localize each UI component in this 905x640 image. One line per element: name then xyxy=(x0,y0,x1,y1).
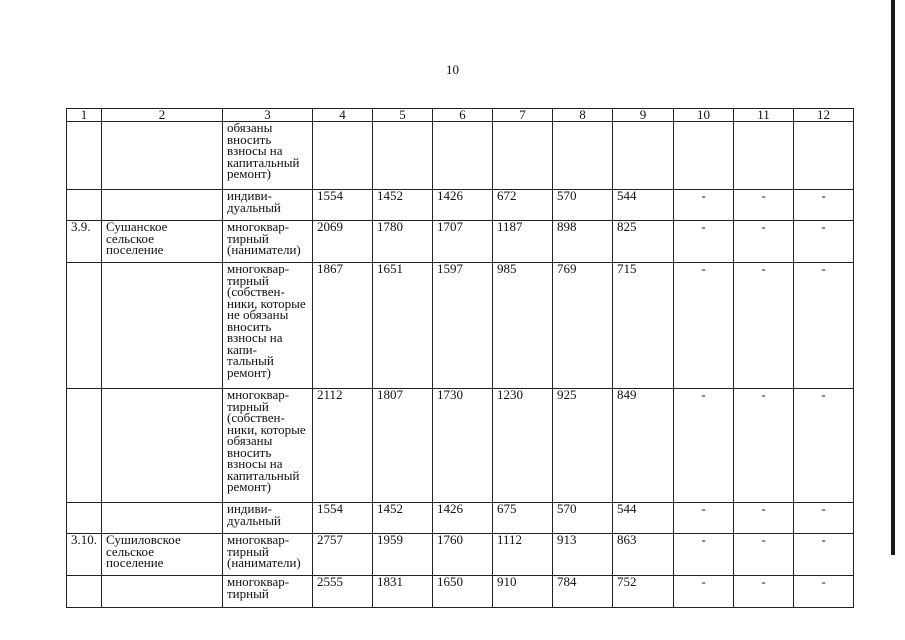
column-header-2: 2 xyxy=(102,109,223,122)
dash-cell: - xyxy=(734,263,794,389)
value-cell: 1230 xyxy=(493,389,553,503)
value-cell: 910 xyxy=(493,576,553,608)
housing-type-line: тирный xyxy=(227,230,269,246)
row-index xyxy=(67,576,102,608)
housing-type-line: ремонт) xyxy=(227,166,271,181)
housing-type-line: вносить xyxy=(227,444,272,460)
value-cell: 784 xyxy=(553,576,613,608)
dash-cell: - xyxy=(794,389,854,503)
table-row xyxy=(67,221,854,263)
value-cell: 2555 xyxy=(313,576,373,608)
value-cell: 1554 xyxy=(313,190,373,221)
value-cell: 769 xyxy=(553,263,613,389)
column-header-10: 10 xyxy=(674,109,734,122)
value-cell: 1780 xyxy=(373,221,433,263)
value-cell xyxy=(313,122,373,190)
table-row xyxy=(67,534,854,576)
row-index: 3.9. xyxy=(67,221,102,263)
housing-type-line: ремонт) xyxy=(227,479,271,494)
value-cell: 913 xyxy=(553,534,613,576)
value-cell: 1426 xyxy=(433,190,493,221)
dash-cell: - xyxy=(794,190,854,221)
row-index xyxy=(67,503,102,534)
table-row xyxy=(67,576,854,608)
housing-type-line: многоквар- xyxy=(227,388,290,402)
housing-type-line: многоквар- xyxy=(227,262,290,276)
value-cell: 2112 xyxy=(313,389,373,503)
housing-type-line: вносить xyxy=(227,131,272,147)
value-cell: 925 xyxy=(553,389,613,503)
housing-type-line: вносить xyxy=(227,318,272,334)
value-cell: 675 xyxy=(493,503,553,534)
column-header-1: 1 xyxy=(67,109,102,122)
row-index xyxy=(67,263,102,389)
column-header-6: 6 xyxy=(433,109,493,122)
column-header-9: 9 xyxy=(613,109,674,122)
dash-cell: - xyxy=(794,263,854,389)
dash-cell: - xyxy=(734,221,794,263)
value-cell: 570 xyxy=(553,503,613,534)
column-header-7: 7 xyxy=(493,109,553,122)
settlement-name xyxy=(102,389,223,503)
dash-cell: - xyxy=(734,190,794,221)
value-cell: 1426 xyxy=(433,503,493,534)
value-cell: 863 xyxy=(613,534,674,576)
housing-type-line: взносы на xyxy=(227,143,283,158)
table-row xyxy=(67,263,854,389)
housing-type-line: капи- xyxy=(227,341,257,357)
dash-cell: - xyxy=(674,190,734,221)
row-index: 3.10. xyxy=(67,534,102,576)
housing-type-line: многоквар- xyxy=(227,533,290,547)
row-index xyxy=(67,190,102,221)
dash-cell: - xyxy=(674,221,734,263)
housing-type-line: тирный xyxy=(227,543,269,559)
housing-type xyxy=(223,576,313,608)
value-cell xyxy=(613,122,674,190)
housing-type xyxy=(223,503,313,534)
housing-type-line: обязаны xyxy=(227,121,273,135)
housing-type-line: индиви- xyxy=(227,189,272,203)
page-number: 10 xyxy=(446,62,459,77)
housing-type xyxy=(223,389,313,503)
value-cell: 1831 xyxy=(373,576,433,608)
table-row xyxy=(67,190,854,221)
housing-type-line: не обязаны xyxy=(227,307,289,322)
settlement-name-line: Сушиловское xyxy=(106,533,181,547)
value-cell: 672 xyxy=(493,190,553,221)
value-cell: 544 xyxy=(613,190,674,221)
settlement-name xyxy=(102,534,223,576)
housing-type-line: дуальный xyxy=(227,199,281,215)
column-header-4: 4 xyxy=(313,109,373,122)
value-cell: 1187 xyxy=(493,221,553,263)
housing-type-line: взносы на xyxy=(227,330,283,345)
dash-cell: - xyxy=(734,503,794,534)
column-header-8: 8 xyxy=(553,109,613,122)
dash-cell: - xyxy=(674,389,734,503)
housing-type-line: тирный xyxy=(227,398,269,414)
value-cell: 825 xyxy=(613,221,674,263)
dash-cell: - xyxy=(674,263,734,389)
value-cell: 1807 xyxy=(373,389,433,503)
housing-type-line: тальный xyxy=(227,353,274,368)
value-cell: 1452 xyxy=(373,190,433,221)
value-cell: 1597 xyxy=(433,263,493,389)
value-cell: 752 xyxy=(613,576,674,608)
value-cell: 1730 xyxy=(433,389,493,503)
table-row xyxy=(67,122,854,190)
housing-type-line: многоквар- xyxy=(227,220,290,234)
table-row xyxy=(67,503,854,534)
value-cell: 985 xyxy=(493,263,553,389)
value-cell: 1959 xyxy=(373,534,433,576)
value-cell: 1650 xyxy=(433,576,493,608)
settlement-name xyxy=(102,190,223,221)
value-cell xyxy=(493,122,553,190)
housing-type-line: капитальный xyxy=(227,467,300,483)
housing-type-line: индиви- xyxy=(227,502,272,516)
value-cell: 544 xyxy=(613,503,674,534)
housing-type-line: (собствен- xyxy=(227,284,285,299)
dash-cell xyxy=(734,122,794,190)
settlement-name xyxy=(102,221,223,263)
housing-type-line: дуальный xyxy=(227,512,281,528)
value-cell xyxy=(553,122,613,190)
value-cell: 1651 xyxy=(373,263,433,389)
housing-type-line: (наниматели) xyxy=(227,242,301,257)
housing-type-line: (наниматели) xyxy=(227,555,301,570)
row-index xyxy=(67,122,102,190)
column-header-5: 5 xyxy=(373,109,433,122)
table-row xyxy=(67,389,854,503)
housing-type-line: ремонт) xyxy=(227,364,271,380)
value-cell: 1452 xyxy=(373,503,433,534)
dash-cell xyxy=(674,122,734,190)
settlement-name-line: поселение xyxy=(106,555,164,570)
dash-cell: - xyxy=(734,534,794,576)
column-header-12: 12 xyxy=(794,109,854,122)
value-cell: 2757 xyxy=(313,534,373,576)
value-cell: 1760 xyxy=(433,534,493,576)
value-cell xyxy=(373,122,433,190)
dash-cell: - xyxy=(734,576,794,608)
settlement-name-line: сельское xyxy=(106,230,154,246)
settlement-name-line: поселение xyxy=(106,242,164,257)
housing-type-line: ники, которые xyxy=(227,421,306,437)
dash-cell: - xyxy=(794,503,854,534)
housing-type-line: тирный xyxy=(227,272,269,288)
value-cell: 2069 xyxy=(313,221,373,263)
housing-type xyxy=(223,190,313,221)
housing-type-line: многоквар- xyxy=(227,575,290,589)
dash-cell: - xyxy=(674,534,734,576)
value-cell: 715 xyxy=(613,263,674,389)
column-header-11: 11 xyxy=(734,109,794,122)
housing-type xyxy=(223,263,313,389)
housing-type-line: обязаны xyxy=(227,433,273,448)
dash-cell: - xyxy=(674,576,734,608)
settlement-name-line: Сушанское xyxy=(106,220,168,234)
dash-cell: - xyxy=(794,534,854,576)
housing-type xyxy=(223,122,313,190)
housing-type-line: капитальный xyxy=(227,154,300,170)
value-cell: 849 xyxy=(613,389,674,503)
value-cell: 1867 xyxy=(313,263,373,389)
dash-cell: - xyxy=(674,503,734,534)
settlement-name xyxy=(102,576,223,608)
value-cell: 1112 xyxy=(493,534,553,576)
tariff-table xyxy=(66,108,854,608)
settlement-name xyxy=(102,503,223,534)
settlement-name xyxy=(102,263,223,389)
dash-cell xyxy=(794,122,854,190)
value-cell: 1554 xyxy=(313,503,373,534)
housing-type-line: ники, которые xyxy=(227,295,306,311)
settlement-name-line: сельское xyxy=(106,543,154,559)
dash-cell: - xyxy=(794,221,854,263)
housing-type-line: тирный xyxy=(227,585,269,601)
scan-edge-bar xyxy=(891,0,895,555)
settlement-name xyxy=(102,122,223,190)
dash-cell: - xyxy=(734,389,794,503)
value-cell: 570 xyxy=(553,190,613,221)
column-number-row xyxy=(67,109,854,122)
dash-cell: - xyxy=(794,576,854,608)
row-index xyxy=(67,389,102,503)
housing-type xyxy=(223,534,313,576)
value-cell: 1707 xyxy=(433,221,493,263)
housing-type xyxy=(223,221,313,263)
housing-type-line: (собствен- xyxy=(227,410,285,425)
value-cell xyxy=(433,122,493,190)
column-header-3: 3 xyxy=(223,109,313,122)
value-cell: 898 xyxy=(553,221,613,263)
housing-type-line: взносы на xyxy=(227,456,283,471)
